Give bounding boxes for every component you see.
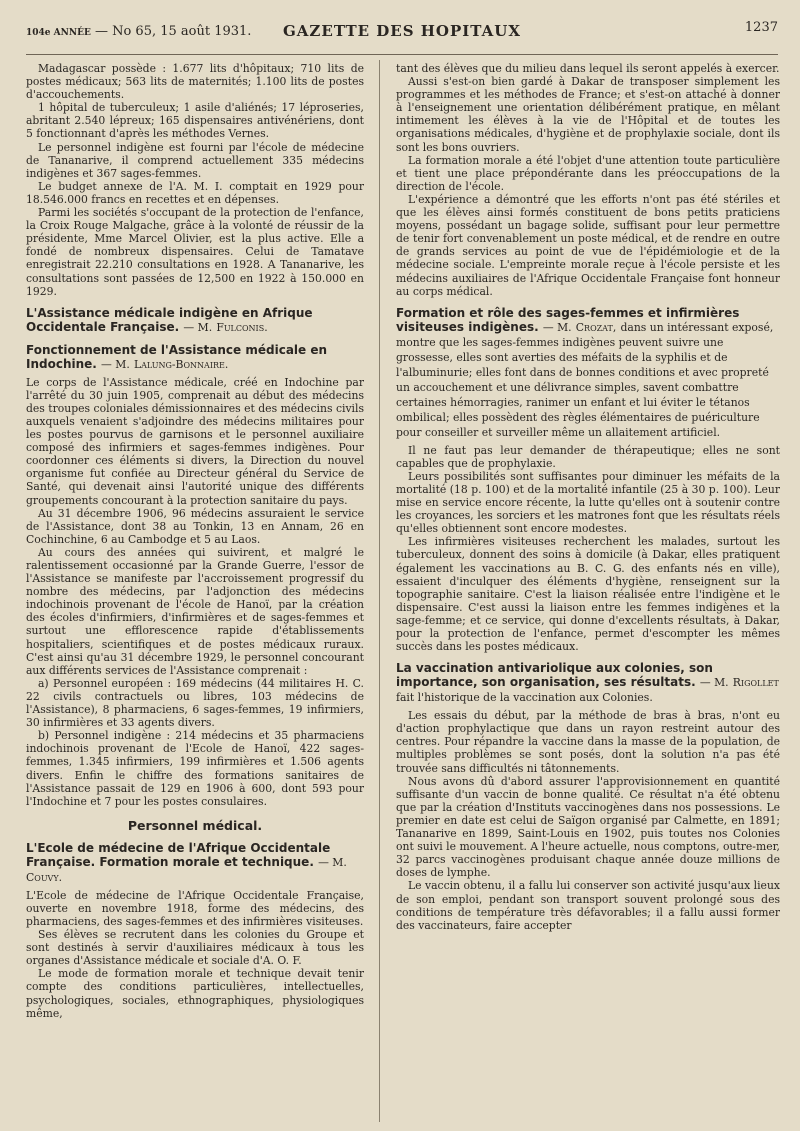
article-heading — [26, 841, 364, 885]
right-column — [396, 62, 780, 1120]
article-lead-inline: dans un intéressant exposé, montre que les sages-femmes indigènes peuvent suivre une grossesse, elles sont averties des méfaits de la syphilis et de l'albuminurie; elles font dans de bonnes conditions et avec propreté un accouchement et une délivrance simples, savent combattre certaines hémorragies, ranimer un enfant et lui éviter le tétanos ombilical; elles possèdent des règles élémentaires de puériculture pour conseiller et surveiller même un allaitement artificiel. — [396, 320, 774, 439]
paragraph: Aussi s'est-on bien gardé à Dakar de transposer simplement les programmes et les méthodes de France; et s'est-on attaché à donner à l'enseignement une orientation délibérément pratique, en mêlant intimement les élèves à la vie de l'Hôpital et de toutes les organisations médicales, d'hygiène et de prophylaxie sociale, dont ils sont les bons ouvriers. — [396, 75, 780, 154]
paragraph: b) Personnel indigène : 214 médecins et 35 pharmaciens indochinois provenant de l'Ecole de Hanoï, 422 sages-femmes, 1.345 infirmiers, 199 infirmières et 1.506 agents divers. Enfin le chiffre des formations sanitaires de l'Assistance passait de 129 en 1906 à 600, dont 593 pour l'Indochine et 7 pour les postes consulaires. — [26, 729, 364, 808]
paragraph: L'expérience a démontré que les efforts n'ont pas été stériles et que les élèves ainsi formés constituent de bons petits praticiens moyens, possédant un bagage solide, suffisant pour leur permettre de tenir fort convenablement un poste médical, et de rendre en outre de grands services au point de vue de l'épidémiologie et de la médecine sociale. L'empreinte morale reçue à l'école persiste et les médecins auxiliaires de l'Afrique Occidentale Française font honneur au corps médical. — [396, 192, 780, 298]
article-title: Formation et rôle des sages-femmes et infirmières visiteuses indigènes. — [396, 305, 740, 334]
paragraph: Au 31 décembre 1906, 96 médecins assuraient le service de l'Assistance, dont 38 au Tonkin, 13 en Annam, 26 en Cochinchine, 6 au Cambodge et 5 au Laos. — [26, 506, 364, 546]
left-column — [26, 62, 364, 1120]
author-name: Rigollet — [732, 676, 779, 690]
paragraph: Le vaccin obtenu, il a fallu lui conserver son activité jusqu'aux lieux de son emploi, pendant son transport souvent prolongé sous des conditions de température très défavorables; il a fallu aussi former des vaccinateurs, faire accepter — [396, 879, 780, 932]
article-title: La vaccination antivariolique aux colonies, son importance, son organisation, ses résultats. — [396, 661, 713, 690]
article-heading — [396, 306, 780, 440]
article-lead-inline: fait l'historique de la vaccination aux Colonies. — [396, 691, 653, 705]
author-name: Crozat, — [575, 320, 617, 334]
article-title: L'Ecole de médecine de l'Afrique Occidentale Française. Formation morale et technique. — [26, 840, 331, 869]
paragraph: Le mode de formation morale et technique devait tenir compte des conditions particulières, intellectuelles, psychologiques, sociales, ethnographiques, physiologiques même, — [26, 967, 364, 1020]
author-prefix: — M. — [101, 357, 130, 371]
paragraph: Les infirmières visiteuses recherchent les malades, surtout les tuberculeux, donnent des soins à domicile (à Dakar, elles pratiquent également les vaccinations au B. C. G. des enfants nés en ville), essaient d'inculquer des éléments d'hygiène, renseignent sur la topographie sanitaire. C'est la liaison réalisée entre l'indigène et le dispensaire. C'est aussi la liaison entre les femmes indigènes et la sage-femme; et ce service, qui donne d'excellents résultats, à Dakar, pour la protection de l'enfance, permet d'escompter les mêmes succès dans les postes médicaux. — [396, 535, 780, 654]
author-name: Couvy. — [26, 870, 63, 884]
article-heading — [26, 343, 364, 372]
page-header — [26, 18, 778, 52]
paragraph: a) Personnel européen : 169 médecins (44 militaires H. C. 22 civils contractuels ou libres, 103 médecins de l'Assistance), 8 pharmaciens, 6 sages-femmes, 19 infirmiers, 30 infirmières et 33 agents divers. — [26, 676, 364, 730]
article-title: Fonctionnement de l'Assistance médicale en Indochine. — [26, 342, 328, 371]
section-heading: Personnel médical. — [127, 817, 263, 833]
author-prefix: — M. — [318, 855, 347, 869]
paragraph: Le corps de l'Assistance médicale, créé en Indochine par l'arrêté du 30 juin 1905, comprenait au début des médecins des troupes coloniales démissionnaires et des médecins civils auxquels venaient s'adjoindre des médecins militaires pour les postes pourvus de garnisons et le personnel auxiliaire composé des infirmiers et sages-femmes indigènes. Pour coordonner ces éléments si divers, la Direction du nouvel organisme fut confiée au Directeur général du Service de Santé, qui devenait ainsi l'autorité unique des différents groupements concourant à la protection sanitaire du pays. — [26, 375, 364, 507]
paragraph: Nous avons dû d'abord assurer l'approvisionnement en quantité suffisante d'un vaccin de bonne qualité. Ce résultat n'a été obtenu que par la création d'Instituts vaccinogènes dans nos possessions. Le premier en date est celui de Saïgon organisé par Calmette, en 1891; Tananarive en 1899, Saint-Louis en 1902, puis toutes nos Colonies ont suivi le mouvement. A l'heure actuelle, nous comptons, outre-mer, 32 parcs vaccinogènes produisant chaque année douze millions de doses de lymphe. — [396, 774, 780, 880]
article-heading — [396, 661, 780, 705]
paragraph: Le budget annexe de l'A. M. I. comptait en 1929 pour 18.546.000 francs en recettes et en dépenses. — [26, 179, 364, 206]
article-heading — [26, 306, 364, 335]
author-prefix: — M. — [542, 320, 572, 334]
paragraph: Au cours des années qui suivirent, et malgré le ralentissement occasionné par la Grande Guerre, l'essor de l'Assistance se manifeste par l'accroissement progressif du nombre des médecins, par l'adjonction des médecins indochinois provenant de l'école de Hanoï, par la création des écoles d'infirmiers, d'infirmières et de sages-femmes et surtout une efflorescence rapide d'établissements hospitaliers, scientifiques et de postes médicaux ruraux. C'est ainsi qu'au 31 décembre 1929, le personnel concourant aux différents services de l'Assistance comprenait : — [26, 545, 364, 677]
paragraph: La formation morale a été l'objet d'une attention toute particulière et tient une place prépondérante dans les préoccupations de la direction de l'école. — [396, 153, 780, 193]
paragraph: Leurs possibilités sont suffisantes pour diminuer les méfaits de la mortalité (18 p. 100) et de la mortalité infantile (25 à 30 p. 100). Leur mise en service encore récente, la lutte qu'elles ont à soutenir contre les croyances, les sorciers et les matrones font que les résultats réels qu'elles obtiennent sont encore modestes. — [396, 469, 780, 536]
journal-title: GAZETTE DES HOPITAUX — [282, 22, 521, 40]
article-title: L'Assistance médicale indigène en Afrique Occidentale Française. — [26, 305, 313, 334]
column-divider — [379, 60, 380, 1122]
paragraph: Madagascar possède : 1.677 lits d'hôpitaux; 710 lits de postes médicaux; 563 lits de maternités; 1.100 lits de postes d'accouchements. — [26, 62, 364, 102]
paragraph: Les essais du début, par la méthode de bras à bras, n'ont eu d'action prophylactique que dans un rayon restreint autour des centres. Pour répandre la vaccine dans la masse de la population, de multiples problèmes se sont posés, dont la solution n'a pas été trouvée sans difficultés ni tâtonnements. — [396, 709, 780, 775]
year-label: 104e ANNÉE — [26, 28, 91, 38]
paragraph: Ses élèves se recrutent dans les colonies du Groupe et sont destinés à servir d'auxiliaires médicaux à tous les organes d'Assistance médicale et sociale d'A. O. F. — [26, 928, 364, 968]
paragraph: Parmi les sociétés s'occupant de la protection de l'enfance, la Croix Rouge Malgache, grâce à la volonté de réussir de la présidente, Mme Marcel Olivier, est la plus active. Elle a fondé de nombreux dispensaires. Celui de Tamatave enregistrait 22.210 consultations en 1928. A Tananarive, les consultations sont passées de 12,500 en 1922 à 150.000 en 1929. — [26, 206, 364, 298]
paragraph: Le personnel indigène est fourni par l'école de médecine de Tananarive, il comprend actuellement 335 médecins indigènes et 367 sages-femmes. — [26, 140, 364, 180]
author-name: Fulconis. — [216, 320, 268, 334]
issue-date: — No 65, 15 août 1931. — [94, 24, 252, 39]
header-rule — [26, 54, 778, 55]
paragraph: tant des élèves que du milieu dans lequel ils seront appelés à exercer. — [396, 62, 780, 75]
page-number: 1237 — [744, 20, 778, 35]
paragraph: L'Ecole de médecine de l'Afrique Occidentale Française, ouverte en novembre 1918, forme des médecins, des pharmaciens, des sages-femmes et des infirmières visiteuses. — [26, 888, 364, 928]
author-prefix: — M. — [699, 676, 729, 690]
paragraph: 1 hôpital de tuberculeux; 1 asile d'aliénés; 17 léproseries, abritant 2.540 lépreux; 165 dispensaires antivénériens, dont 5 fonctionnant d'après les méthodes Vernes. — [26, 101, 364, 141]
paragraph: Il ne faut pas leur demander de thérapeutique; elles ne sont capables que de prophylaxie. — [396, 443, 780, 470]
author-name: Lalung-Bonnaire. — [133, 357, 229, 371]
author-prefix: — M. — [183, 320, 213, 334]
